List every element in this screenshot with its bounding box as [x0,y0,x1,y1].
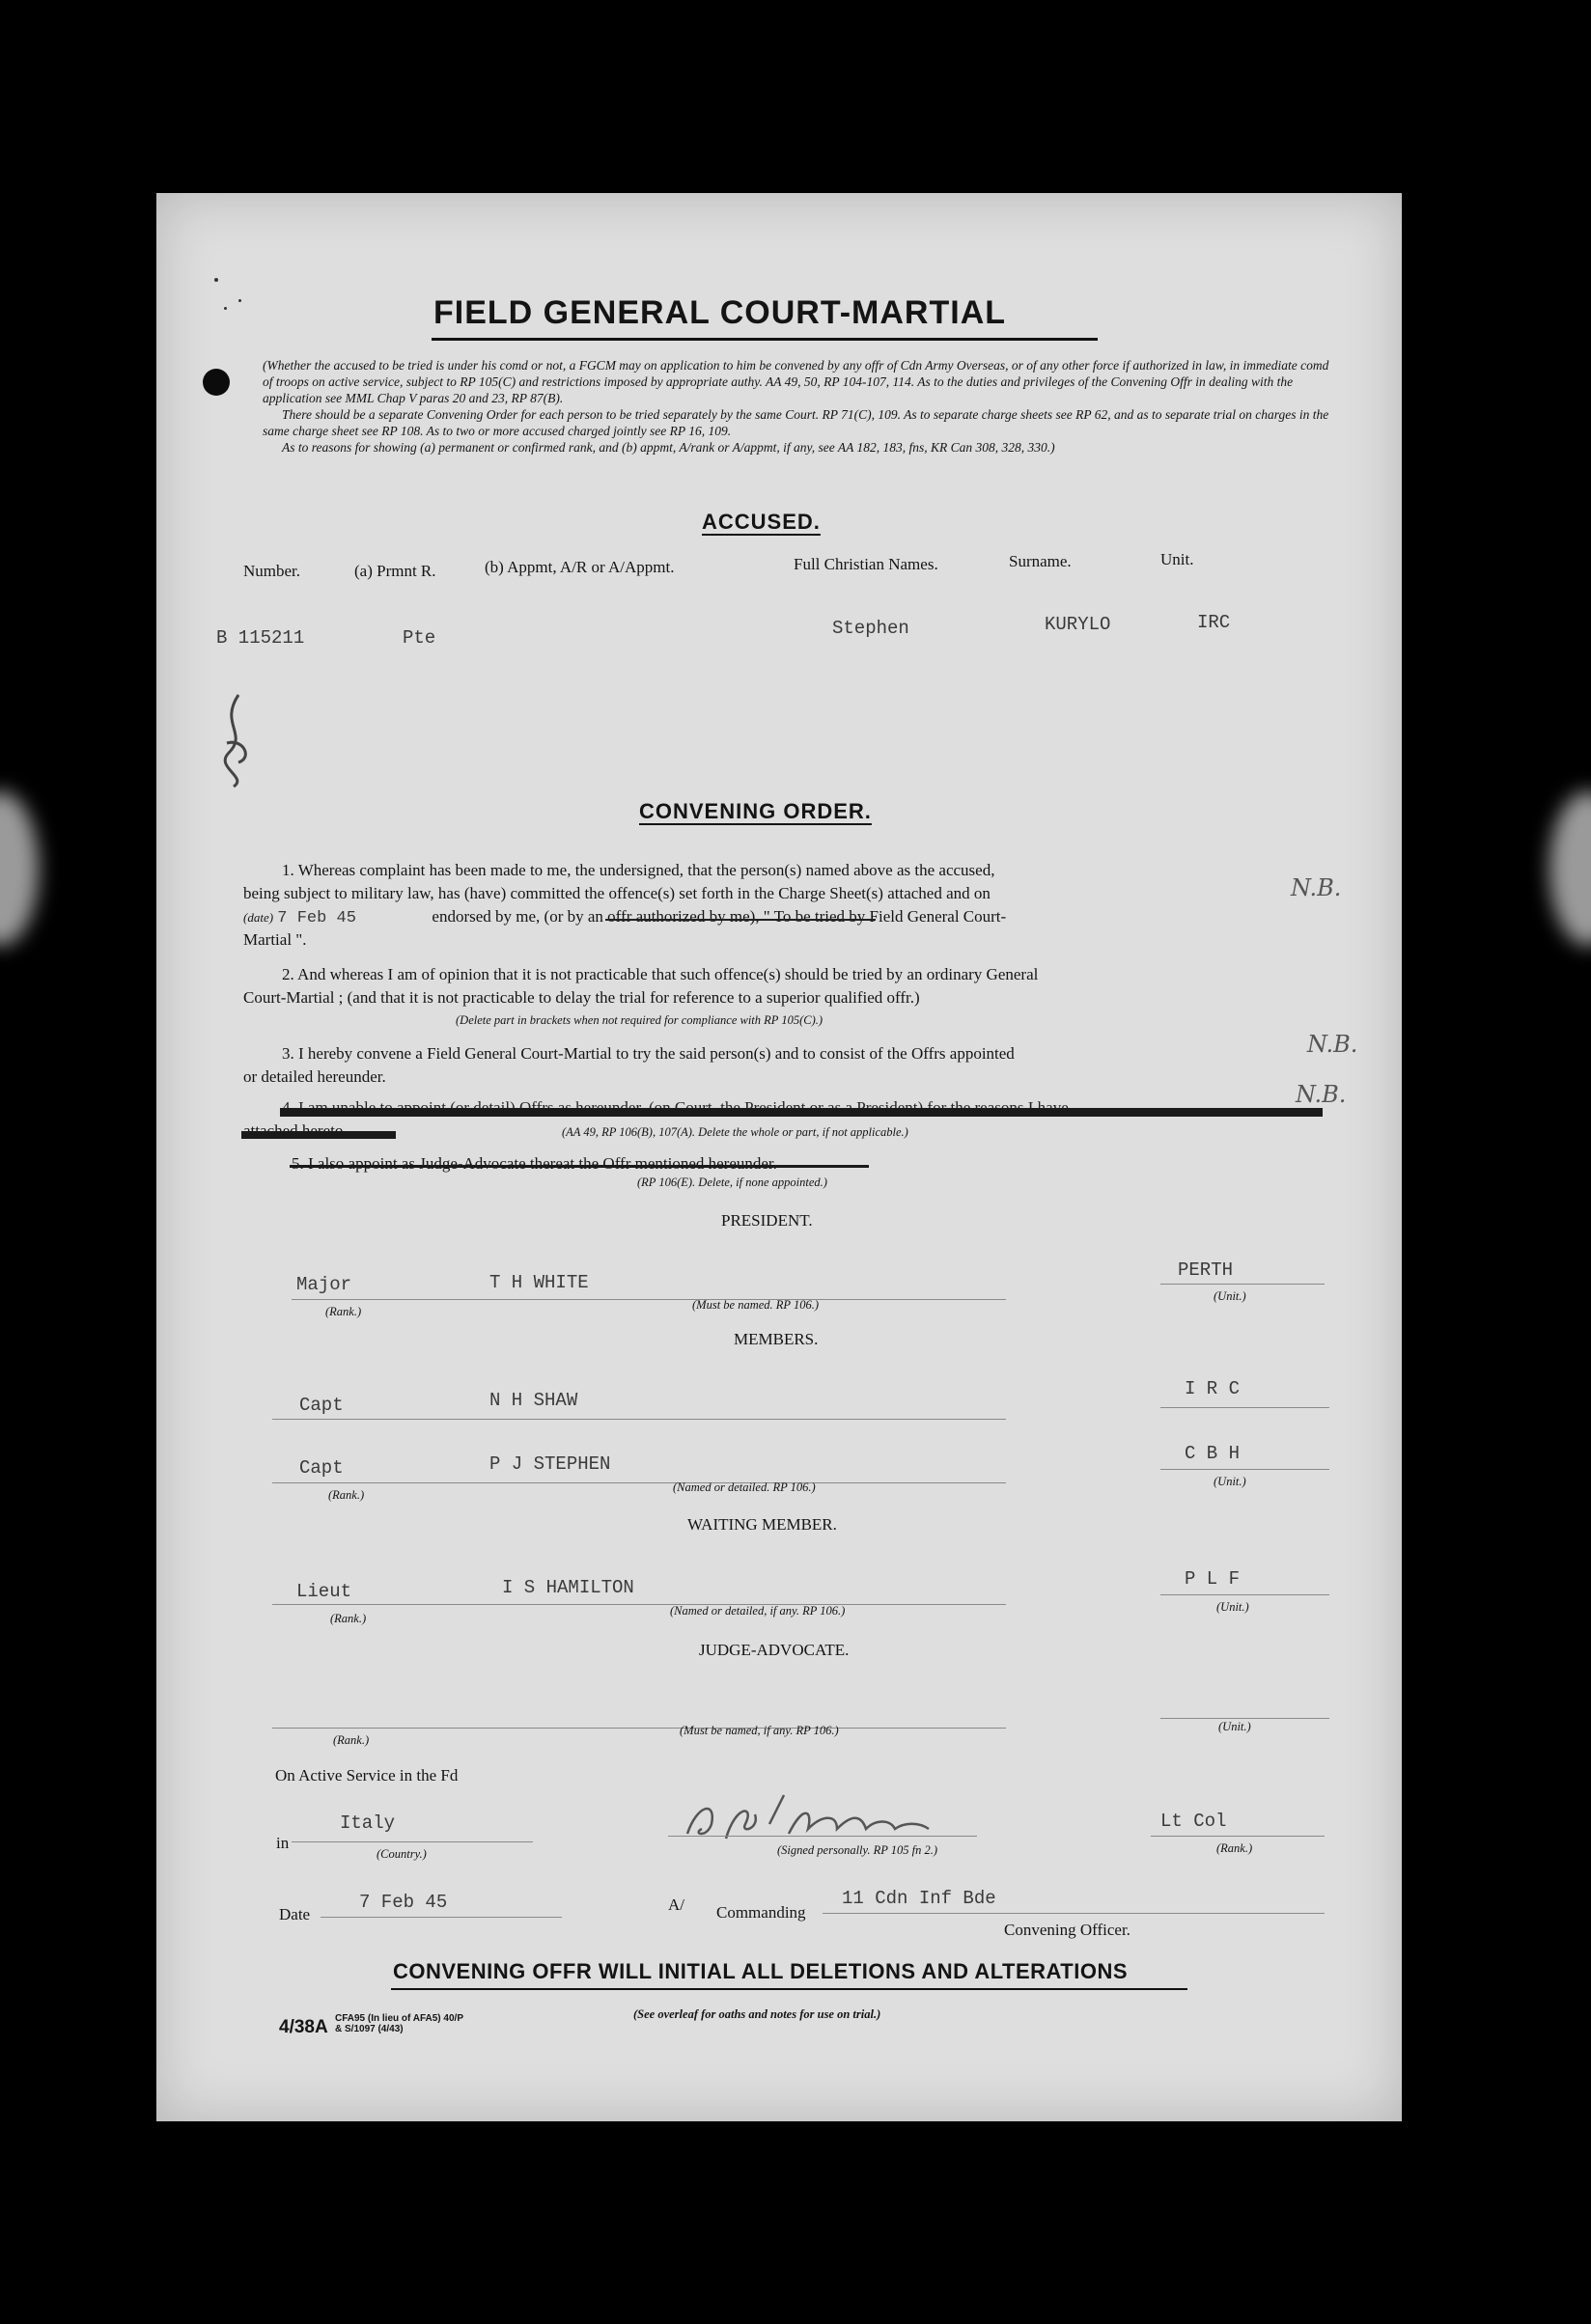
para2-line1: 2. And whereas I am of opinion that it is not practicable that such offence(s) should be tried by an ordinary General [282,965,1039,983]
a-prefix: A/ [668,1895,684,1914]
member2-rank: Capt [299,1457,344,1479]
date-label: Date [279,1905,311,1923]
president-line [292,1299,1006,1300]
intro-line-3: As to reasons for showing (a) permanent or confirmed rank, and (b) appmt, A/rank or A/appmt, if any, see AA 182, 183, fns, KR Can 308, 328, 330.) [282,440,1055,455]
president-rank: Major [296,1274,352,1295]
president-name: T H WHITE [489,1272,589,1293]
accused-rank: Pte [403,627,436,649]
waiting-name-label: (Named or detailed, if any. RP 106.) [670,1604,846,1618]
col-surname-label: Surname. [1009,552,1072,570]
form-page [156,193,1402,2121]
country-line [292,1841,533,1842]
signed-label: (Signed personally. RP 105 fn 2.) [777,1843,938,1857]
initials-para4: N.B. [1296,1081,1347,1108]
para1-date: 7 Feb 45 [277,909,356,927]
title-underline [432,338,1098,341]
initial-notice: CONVENING OFFR WILL INITIAL ALL DELETIONS AND ALTERATIONS [393,1959,1128,1983]
para5-strike [290,1165,869,1168]
member1-unit-line [1160,1407,1329,1408]
country-value: Italy [340,1812,396,1834]
president-unit-label: (Unit.) [1214,1289,1246,1303]
convening-heading: CONVENING ORDER. [639,799,872,823]
accused-surname: KURYLO [1045,614,1111,635]
para4-strike-2 [241,1131,396,1139]
para1-line1: 1. Whereas complaint has been made to me, the undersigned, that the person(s) named above as the accused, [282,861,995,879]
notice-underline [391,1988,1187,1990]
member2-unit: C B H [1185,1443,1241,1464]
accused-unit: IRC [1197,612,1231,633]
active-service-label: On Active Service in the Fd [275,1766,459,1784]
form-number: 4/38A [279,2017,328,2037]
judge-unit-label: (Unit.) [1218,1720,1251,1733]
command-line [823,1913,1325,1914]
president-unit-line [1160,1284,1325,1285]
stray-marks [224,307,227,310]
judge-line [272,1728,1006,1729]
accused-heading: ACCUSED. [702,510,821,534]
col-unit-label: Unit. [1160,550,1194,568]
convening-officer-label: Convening Officer. [1004,1921,1130,1939]
stray-marks [238,299,241,302]
col-number-label: Number. [243,562,301,580]
waiting-unit-line [1160,1594,1329,1595]
intro-paragraph [263,357,1334,456]
para5-note: (RP 106(E). Delete, if none appointed.) [637,1176,827,1189]
waiting-line [272,1604,1006,1605]
date-line [321,1917,562,1918]
waiting-name: I S HAMILTON [502,1577,634,1598]
in-label: in [276,1834,290,1852]
waiting-heading: WAITING MEMBER. [687,1515,837,1534]
col-names-label: Full Christian Names. [794,555,938,573]
signature-line [668,1836,977,1837]
president-name-label: (Must be named. RP 106.) [692,1298,819,1312]
para1-line3 [243,907,1006,927]
member-name-label: (Named or detailed. RP 106.) [673,1480,816,1494]
signer-rank-label: (Rank.) [1216,1841,1253,1855]
member1-rank: Capt [299,1395,344,1416]
member-unit-label: (Unit.) [1214,1475,1246,1488]
margin-initials [209,685,267,791]
member1-name: N H SHAW [489,1390,578,1411]
para2-line2: Court-Martial ; (and that it is not practicable to delay the trial for reference to a superior qualified offr.) [243,988,920,1007]
accused-number: B 115211 [216,627,305,649]
intro-line-2: There should be a separate Convening Order for each person to be tried separately by the same Court. RP 71(C), 109. As to separate charge sheets see RP 62, and as to separate trial on charges in the same charge sheet see RP 108. As to two or more accused charged jointly see RP 16, 109. [263,407,1329,438]
judge-unit-line [1160,1718,1329,1719]
para4-line1: 4. I am unable to appoint (or detail) Offrs as hereunder, (on Court, the President or as a President) for the reasons I have [282,1098,1069,1117]
scan-shadow-right [1549,791,1591,946]
commanding-label: Commanding [716,1903,806,1922]
col-appmt-label: (b) Appmt, A/R or A/Appmt. [485,558,675,576]
date-prefix-label: (date) [243,910,274,925]
col-rank-label: (a) Prmnt R. [354,562,436,580]
member-rank-label: (Rank.) [328,1488,365,1502]
footer-date: 7 Feb 45 [359,1892,448,1913]
para1-line2: being subject to military law, has (have) committed the offence(s) set forth in the Charge Sheet(s) attached and on [243,884,991,902]
stray-marks [214,278,218,282]
form-title: FIELD GENERAL COURT-MARTIAL [433,294,1007,331]
waiting-unit-label: (Unit.) [1216,1600,1249,1614]
president-heading: PRESIDENT. [721,1211,813,1230]
command-value: 11 Cdn Inf Bde [842,1888,996,1909]
intro-line-1: (Whether the accused to be tried is under his comd or not, a FGCM may on application to him be convened by any offr of Cdn Army Overseas, or of any other force if authorized in law, in immediate comd of troops on active service, subject to RP 105(C) and restrictions imposed by appropriate authy. AA 49, 50, RP 104-107, 114. As to the duties and privileges of the Convening Offr in dealing with the application see MML Chap V paras 20 and 23, RP 87(B). [263,358,1329,405]
overleaf-note: (See overleaf for oaths and notes for use on trial.) [633,2007,881,2021]
member2-name: P J STEPHEN [489,1453,611,1475]
initials-para1: N.B. [1291,874,1342,901]
para5-line: 5. I also appoint as Judge-Advocate thereat the Offr mentioned hereunder. [292,1154,777,1173]
punch-hole [203,369,230,396]
para1-strike [605,919,876,921]
waiting-rank-label: (Rank.) [330,1612,367,1625]
judge-heading: JUDGE-ADVOCATE. [699,1641,850,1659]
member2-unit-line [1160,1469,1329,1470]
para3-line2: or detailed hereunder. [243,1067,386,1086]
signer-rank-line [1151,1836,1325,1837]
scan-shadow-left [0,791,39,946]
para1-endorsed-text: endorsed by me, (or by an offr authorized by me), " To be tried by Field General Court- [432,907,1007,926]
para2-note: (Delete part in brackets when not required for compliance with RP 105(C).) [456,1013,823,1027]
initials-para3: N.B. [1307,1031,1358,1058]
waiting-unit: P L F [1185,1568,1241,1590]
president-rank-label: (Rank.) [325,1305,362,1318]
signer-rank: Lt Col [1160,1811,1227,1832]
para4-note: (AA 49, RP 106(B), 107(A). Delete the whole or part, if not applicable.) [562,1125,908,1139]
para3-line1: 3. I hereby convene a Field General Court-Martial to try the said person(s) and to consist of the Offrs appointed [282,1044,1015,1063]
member1-line [272,1419,1006,1420]
judge-name-label: (Must be named, if any. RP 106.) [680,1724,839,1737]
accused-names: Stephen [832,618,909,639]
para1-line4: Martial ". [243,930,307,949]
member2-line [272,1482,1006,1483]
waiting-rank: Lieut [296,1581,352,1602]
para4-strike [280,1108,1323,1117]
form-sub: CFA95 (In lieu of AFA5) 40/P & S/1097 (4/43) [335,2013,463,2034]
para4-line2: attached hereto. [243,1121,348,1140]
president-unit: PERTH [1178,1259,1234,1281]
country-label: (Country.) [377,1847,427,1861]
members-heading: MEMBERS. [734,1330,819,1348]
judge-rank-label: (Rank.) [333,1733,370,1747]
member1-unit: I R C [1185,1378,1241,1399]
